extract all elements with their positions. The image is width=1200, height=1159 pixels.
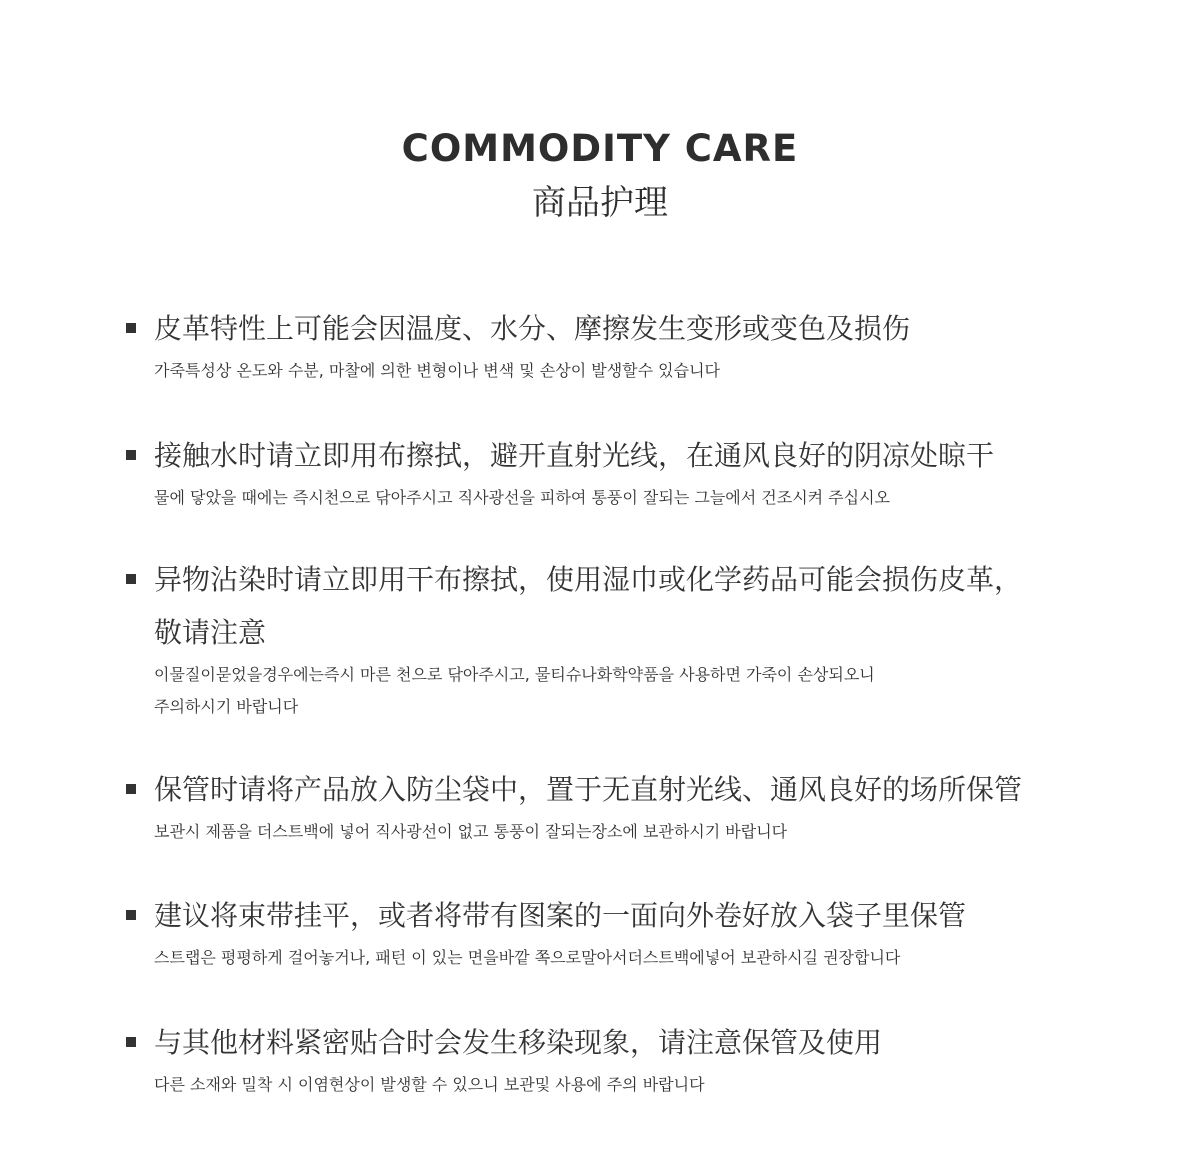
care-text-korean: 스트랩은 평평하게 걸어놓거나, 패턴 이 있는 면을바깥 쪽으로말아서더스트백에넣어 보관하시길 권장합니다 bbox=[154, 948, 901, 967]
care-text-korean: 물에 닿았을 때에는 즉시천으로 닦아주시고 직사광선을 피하여 통풍이 잘되는 그늘에서 건조시켜 주십시오 bbox=[154, 488, 891, 507]
care-item bbox=[126, 763, 1126, 848]
care-item bbox=[126, 1016, 1126, 1101]
care-text-chinese: 接触水时请立即用布擦拭，避开直射光线，在通风良好的阴凉处晾干 bbox=[154, 439, 995, 472]
bullet-square-icon bbox=[126, 784, 136, 794]
care-text-chinese: 与其他材料紧密贴合时会发生移染现象，请注意保管及使用 bbox=[154, 1026, 883, 1059]
care-text-korean: 이물질이묻었을경우에는즉시 마른 천으로 닦아주시고, 물티슈나화학약품을 사용하면 가죽이 손상되오니 bbox=[154, 665, 875, 684]
bullet-square-icon bbox=[126, 450, 136, 460]
care-text-korean: 보관시 제품을 더스트백에 넣어 직사광선이 없고 통풍이 잘되는장소에 보관하시기 바랍니다 bbox=[154, 822, 788, 841]
care-item bbox=[126, 302, 1126, 387]
care-text-chinese: 异物沾染时请立即用干布擦拭，使用湿巾或化学药品可能会损伤皮革， bbox=[154, 563, 1023, 596]
care-item bbox=[126, 429, 1126, 514]
page-header bbox=[0, 126, 1200, 226]
care-text-korean: 주의하시기 바랍니다 bbox=[154, 697, 299, 716]
care-text-chinese: 建议将束带挂平，或者将带有图案的一面向外卷好放入袋子里保管 bbox=[154, 899, 967, 932]
bullet-square-icon bbox=[126, 910, 136, 920]
care-text-korean: 다른 소재와 밀착 시 이염현상이 발생할 수 있으니 보관및 사용에 주의 바랍니다 bbox=[154, 1075, 705, 1094]
bullet-square-icon bbox=[126, 323, 136, 333]
care-text-chinese: 保管时请将产品放入防尘袋中，置于无直射光线、通风良好的场所保管 bbox=[154, 773, 1023, 806]
care-item bbox=[126, 889, 1126, 974]
title-english: COMMODITY CARE bbox=[401, 127, 799, 170]
care-text-chinese: 敬请注意 bbox=[154, 616, 267, 649]
bullet-square-icon bbox=[126, 1037, 136, 1047]
care-text-chinese: 皮革特性上可能会因温度、水分、摩擦发生变形或变色及损伤 bbox=[154, 312, 911, 345]
care-item bbox=[126, 553, 1126, 723]
care-text-korean: 가죽특성상 온도와 수분, 마찰에 의한 변형이나 변색 및 손상이 발생할수 있습니다 bbox=[154, 361, 720, 380]
bullet-square-icon bbox=[126, 574, 136, 584]
title-chinese: 商品护理 bbox=[532, 183, 668, 223]
